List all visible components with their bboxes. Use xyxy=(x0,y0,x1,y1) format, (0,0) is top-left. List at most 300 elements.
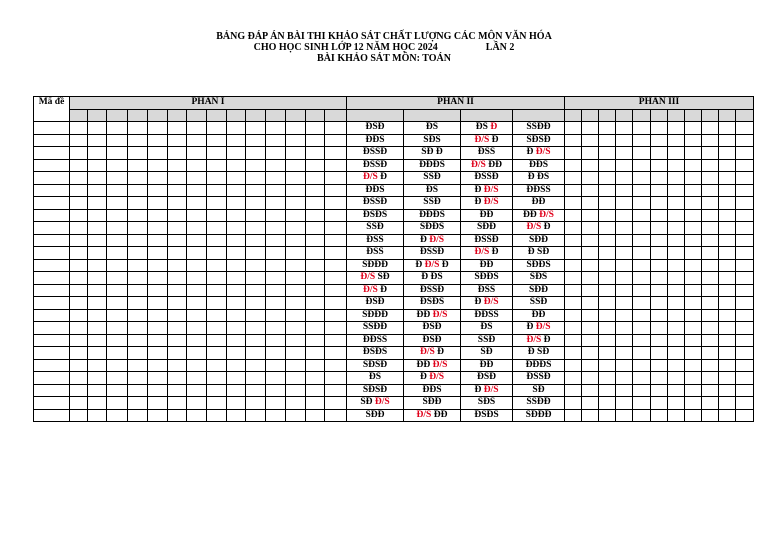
part-1-cell xyxy=(88,134,107,147)
part-3-cell xyxy=(633,147,651,160)
part-3-cell xyxy=(633,384,651,397)
part-3-cell xyxy=(565,197,582,210)
answer-text: SĐ Đ xyxy=(421,147,443,158)
part-2-answer xyxy=(461,134,513,147)
part-3-cell xyxy=(582,122,599,135)
part-1-cell xyxy=(227,334,246,347)
answer-text: ĐSĐ xyxy=(422,322,442,333)
document-header xyxy=(0,31,768,64)
part-2-answer xyxy=(461,297,513,310)
part-1-cell xyxy=(266,197,286,210)
part-1-cell xyxy=(286,259,306,272)
answer-text: ĐSSĐ xyxy=(362,197,388,208)
part-3-cell xyxy=(616,234,633,247)
part-1-cell xyxy=(107,397,128,410)
part-2-answer xyxy=(513,259,565,272)
answer-table xyxy=(33,96,754,422)
part-1-cell xyxy=(286,247,306,260)
part-2-answer xyxy=(461,334,513,347)
part-3-cell xyxy=(616,122,633,135)
answer-text: ĐĐS xyxy=(422,384,442,395)
part-2-answer xyxy=(347,384,404,397)
part-3-cell xyxy=(599,184,616,197)
part-1-cell xyxy=(227,272,246,285)
part-2-answer xyxy=(461,347,513,360)
part-1-cell xyxy=(207,272,227,285)
part-1-cell xyxy=(246,334,266,347)
table-header-row xyxy=(34,97,754,110)
part-1-cell xyxy=(227,259,246,272)
part-3-cell xyxy=(599,272,616,285)
part-3-cell xyxy=(651,159,668,172)
part-1-cell xyxy=(207,347,227,360)
table-row xyxy=(34,334,754,347)
part-3-cell xyxy=(685,284,702,297)
part-3-cell xyxy=(736,384,754,397)
part-2-answer xyxy=(461,397,513,410)
part-3-cell xyxy=(736,122,754,135)
part-3-cell xyxy=(719,409,736,422)
part-3-cell xyxy=(702,284,719,297)
part-2-answer xyxy=(461,222,513,235)
answer-text: ĐSĐ xyxy=(365,122,385,133)
part-1-cell xyxy=(107,222,128,235)
answer-text: SĐS xyxy=(529,272,548,283)
part-3-cell xyxy=(719,197,736,210)
answer-text: ĐĐ xyxy=(485,159,502,170)
part-1-cell xyxy=(168,347,187,360)
part-1-cell xyxy=(148,259,168,272)
part-3-cell xyxy=(633,197,651,210)
part-3-cell xyxy=(599,409,616,422)
part-1-cell xyxy=(266,234,286,247)
title-line-3: BÀI KHẢO SÁT MÔN: TOÁN xyxy=(317,53,451,64)
part-2-answer xyxy=(513,184,565,197)
part-1-cell xyxy=(306,247,325,260)
answer-text: ĐSĐS xyxy=(362,347,388,358)
part-1-cell xyxy=(325,284,347,297)
part-3-cell xyxy=(582,334,599,347)
part-1-cell xyxy=(325,159,347,172)
part-3-cell xyxy=(736,272,754,285)
part-1-cell xyxy=(107,197,128,210)
part-1-cell xyxy=(70,384,88,397)
subheader-cell xyxy=(702,109,719,122)
answer-text: Đ xyxy=(474,297,484,308)
part-1-cell xyxy=(227,309,246,322)
part-2-answer xyxy=(404,222,461,235)
part-2-answer xyxy=(404,409,461,422)
part-3-cell xyxy=(668,159,685,172)
part-1-cell xyxy=(128,297,148,310)
part-2-answer xyxy=(513,122,565,135)
ma-de-cell xyxy=(34,397,70,410)
part-1-cell xyxy=(325,384,347,397)
part-1-cell xyxy=(70,159,88,172)
part-2-answer xyxy=(461,234,513,247)
part-2-answer xyxy=(347,122,404,135)
part-1-cell xyxy=(207,134,227,147)
part-1-cell xyxy=(207,184,227,197)
subheader-cell xyxy=(461,109,513,122)
part-2-answer xyxy=(347,359,404,372)
part-1-cell xyxy=(107,209,128,222)
part-3-cell xyxy=(565,259,582,272)
answer-text: SSĐ xyxy=(477,334,496,345)
part-2-answer xyxy=(347,347,404,360)
answer-text: ĐĐ xyxy=(531,197,546,208)
subheader-cell xyxy=(685,109,702,122)
part-3-cell xyxy=(702,172,719,185)
ma-de-cell xyxy=(34,197,70,210)
part-1-cell xyxy=(286,222,306,235)
answer-text: Đ xyxy=(474,384,484,395)
part-3-cell xyxy=(719,309,736,322)
part-2-answer xyxy=(461,322,513,335)
part-3-cell xyxy=(599,297,616,310)
subheader-cell xyxy=(88,109,107,122)
part-3-cell xyxy=(616,134,633,147)
answer-text: ĐĐ xyxy=(531,309,546,320)
part-1-cell xyxy=(227,209,246,222)
part-3-cell xyxy=(651,347,668,360)
part-1-cell xyxy=(207,247,227,260)
part-1-cell xyxy=(286,134,306,147)
part-1-cell xyxy=(286,334,306,347)
part-1-cell xyxy=(187,247,207,260)
answer-text: SĐ xyxy=(360,397,375,408)
part-1-cell xyxy=(207,234,227,247)
part-1-cell xyxy=(187,347,207,360)
subheader-cell xyxy=(246,109,266,122)
part-1-cell xyxy=(227,197,246,210)
answer-text: ĐĐ xyxy=(479,259,494,270)
part-3-cell xyxy=(633,334,651,347)
part-2-answer xyxy=(404,197,461,210)
part-1-cell xyxy=(88,272,107,285)
part-1-cell xyxy=(286,284,306,297)
answer-text: Đ xyxy=(439,259,449,270)
answer-text: Đ xyxy=(541,334,551,345)
part-1-cell xyxy=(128,284,148,297)
part-3-cell xyxy=(599,122,616,135)
part-3-cell xyxy=(651,334,668,347)
part-2-answer xyxy=(461,172,513,185)
part-1-cell xyxy=(70,309,88,322)
part-1-cell xyxy=(148,159,168,172)
part-2-answer xyxy=(461,372,513,385)
answer-red-mark: Đ/S xyxy=(483,384,499,395)
part-3-cell xyxy=(702,297,719,310)
answer-text: SSĐ xyxy=(366,222,384,233)
part-3-cell xyxy=(736,284,754,297)
part-3-cell xyxy=(651,384,668,397)
part-1-cell xyxy=(286,234,306,247)
part-1-cell xyxy=(168,309,187,322)
part-1-cell xyxy=(246,347,266,360)
part-1-cell xyxy=(187,297,207,310)
part-1-cell xyxy=(107,322,128,335)
ma-de-cell xyxy=(34,209,70,222)
subheader-cell xyxy=(148,109,168,122)
part-1-cell xyxy=(325,297,347,310)
part-3-cell xyxy=(599,197,616,210)
part-1-cell xyxy=(286,122,306,135)
answer-text: Đ SĐ xyxy=(527,247,550,258)
part-1-cell xyxy=(325,234,347,247)
part-2-answer xyxy=(347,159,404,172)
answer-text: Đ xyxy=(474,184,484,195)
part-3-cell xyxy=(736,347,754,360)
part-3-cell xyxy=(599,397,616,410)
part-3-cell xyxy=(616,409,633,422)
answer-red-mark: Đ/S xyxy=(362,172,378,183)
answer-text: SĐ xyxy=(480,347,493,358)
part-1-cell xyxy=(70,284,88,297)
part-3-cell xyxy=(599,284,616,297)
part-1-cell xyxy=(148,347,168,360)
part-2-answer xyxy=(461,122,513,135)
table-row xyxy=(34,147,754,160)
part-2-answer xyxy=(347,134,404,147)
part-3-cell xyxy=(633,247,651,260)
part-3-cell xyxy=(685,134,702,147)
ma-de-cell xyxy=(34,222,70,235)
part-1-cell xyxy=(128,259,148,272)
subheader-cell xyxy=(187,109,207,122)
ma-de-cell xyxy=(34,384,70,397)
part-1-cell xyxy=(266,247,286,260)
part-3-cell xyxy=(599,222,616,235)
part-1-cell xyxy=(266,309,286,322)
part-3-cell xyxy=(668,284,685,297)
part-1-cell xyxy=(227,297,246,310)
part-3-cell xyxy=(719,122,736,135)
part-1-cell xyxy=(227,359,246,372)
table-row xyxy=(34,297,754,310)
part-3-cell xyxy=(633,222,651,235)
part-3-cell xyxy=(736,159,754,172)
answer-text: ĐSĐ xyxy=(422,334,442,345)
part-3-cell xyxy=(582,209,599,222)
answer-text: ĐSS xyxy=(366,247,384,258)
part-1-cell xyxy=(187,147,207,160)
answer-text: SSĐ xyxy=(423,172,441,183)
part-1-cell xyxy=(227,134,246,147)
part-3-cell xyxy=(651,172,668,185)
part-3-cell xyxy=(668,384,685,397)
part-3-cell xyxy=(599,209,616,222)
part-1-cell xyxy=(70,184,88,197)
answer-text: ĐS xyxy=(475,122,491,133)
part-3-cell xyxy=(565,322,582,335)
part-3-cell xyxy=(736,409,754,422)
part-3-cell xyxy=(582,309,599,322)
answer-text: SĐĐ xyxy=(365,409,385,420)
answer-red-mark: Đ/S xyxy=(360,272,376,283)
part-3-cell xyxy=(702,147,719,160)
subheader-cell xyxy=(70,109,88,122)
part-1-cell xyxy=(207,209,227,222)
part-3-cell xyxy=(685,297,702,310)
part-2-answer xyxy=(461,409,513,422)
part-3-cell xyxy=(668,184,685,197)
answer-red-mark: Đ/S xyxy=(416,409,432,420)
part-1-cell xyxy=(306,347,325,360)
answer-red-mark: Đ/S xyxy=(526,334,542,345)
part-3-cell xyxy=(633,134,651,147)
part-3-cell xyxy=(599,159,616,172)
table-row xyxy=(34,134,754,147)
part-3-cell xyxy=(702,184,719,197)
table-row xyxy=(34,259,754,272)
answer-text: SĐĐ xyxy=(528,284,548,295)
part-1-cell xyxy=(306,259,325,272)
part-3-cell xyxy=(616,209,633,222)
part-1-cell xyxy=(148,359,168,372)
answer-text: SSĐ xyxy=(423,197,441,208)
part-1-cell xyxy=(207,197,227,210)
part-3-cell xyxy=(616,334,633,347)
answer-text: SĐĐS xyxy=(526,259,551,270)
answer-red-mark: Đ/S xyxy=(474,134,490,145)
part-2-answer xyxy=(461,197,513,210)
part-1-cell xyxy=(70,209,88,222)
part-3-cell xyxy=(616,222,633,235)
part-2-answer xyxy=(404,172,461,185)
part-1-cell xyxy=(187,172,207,185)
part-3-cell xyxy=(736,247,754,260)
part-1-cell xyxy=(266,159,286,172)
part-2-answer xyxy=(513,409,565,422)
part-3-cell xyxy=(582,272,599,285)
part-1-cell xyxy=(227,122,246,135)
part-1-cell xyxy=(306,209,325,222)
part-3-cell xyxy=(651,322,668,335)
subheader-cell xyxy=(266,109,286,122)
part-1-cell xyxy=(325,122,347,135)
part-1-cell xyxy=(148,309,168,322)
part-2-answer xyxy=(347,147,404,160)
part-1-cell xyxy=(88,147,107,160)
answer-text: Đ xyxy=(489,247,499,258)
part-1-cell xyxy=(168,209,187,222)
part-1-cell xyxy=(128,197,148,210)
part-3-cell xyxy=(565,372,582,385)
part-3-cell xyxy=(633,359,651,372)
part-3-cell xyxy=(685,247,702,260)
answer-text: SĐĐĐ xyxy=(525,409,552,420)
part-1-cell xyxy=(207,159,227,172)
part-1-cell xyxy=(306,372,325,385)
answer-text: Đ SĐ xyxy=(527,347,550,358)
part-3-cell xyxy=(633,322,651,335)
part-3-cell xyxy=(719,397,736,410)
part-1-cell xyxy=(187,322,207,335)
part-3-cell xyxy=(736,297,754,310)
ma-de-header: Mã đề xyxy=(34,97,70,122)
part-1-cell xyxy=(286,359,306,372)
part-3-cell xyxy=(565,384,582,397)
part-1-cell xyxy=(306,222,325,235)
part-1-cell xyxy=(246,184,266,197)
part-3-cell xyxy=(582,184,599,197)
answer-text: SĐS xyxy=(423,134,441,145)
part-1-cell xyxy=(128,309,148,322)
part-3-cell xyxy=(685,272,702,285)
part-2-answer xyxy=(404,147,461,160)
ma-de-cell xyxy=(34,409,70,422)
answer-text: SSĐĐ xyxy=(526,122,551,133)
part-1-cell xyxy=(266,297,286,310)
part-3-cell xyxy=(599,372,616,385)
part-1-cell xyxy=(187,259,207,272)
part-3-cell xyxy=(599,234,616,247)
part-1-cell xyxy=(148,197,168,210)
part-3-cell xyxy=(565,409,582,422)
part-1-cell xyxy=(168,384,187,397)
part-1-cell xyxy=(207,172,227,185)
part-1-cell xyxy=(148,372,168,385)
part-2-answer xyxy=(404,372,461,385)
table-row xyxy=(34,172,754,185)
part-2-answer xyxy=(404,209,461,222)
part-3-cell xyxy=(582,234,599,247)
part-2-answer xyxy=(404,247,461,260)
part-1-cell xyxy=(128,234,148,247)
part-1-cell xyxy=(246,234,266,247)
part-3-cell xyxy=(668,359,685,372)
answer-text: SSĐ xyxy=(529,297,548,308)
answer-red-mark: Đ/S xyxy=(432,359,448,370)
part-1-cell xyxy=(148,397,168,410)
answer-text: Đ ĐS xyxy=(527,172,550,183)
subheader-cell xyxy=(719,109,736,122)
part-3-cell xyxy=(565,234,582,247)
part-3-cell xyxy=(565,159,582,172)
part-1-cell xyxy=(227,384,246,397)
part-2-answer xyxy=(404,384,461,397)
part-1-cell xyxy=(107,297,128,310)
part-2-answer xyxy=(347,234,404,247)
answer-text: Đ xyxy=(419,372,430,383)
part-1-cell xyxy=(286,309,306,322)
part-1-cell xyxy=(286,209,306,222)
answer-red-mark: Đ/S xyxy=(483,297,499,308)
part-2-answer xyxy=(404,322,461,335)
answer-text: SĐĐĐ xyxy=(362,259,388,270)
part-3-cell xyxy=(685,384,702,397)
part-1-cell xyxy=(325,197,347,210)
part-3-cell xyxy=(651,247,668,260)
part-1-cell xyxy=(227,234,246,247)
part-1-cell xyxy=(306,272,325,285)
part-1-cell xyxy=(148,297,168,310)
part-1-cell xyxy=(88,172,107,185)
part-1-cell xyxy=(107,272,128,285)
answer-red-mark: Đ xyxy=(490,122,498,133)
answer-text: ĐĐ xyxy=(416,309,433,320)
part-1-cell xyxy=(227,372,246,385)
part-3-cell xyxy=(633,209,651,222)
table-row xyxy=(34,184,754,197)
part-1-cell xyxy=(148,209,168,222)
answer-text: ĐSSĐ xyxy=(362,147,388,158)
part-1-cell xyxy=(168,409,187,422)
part-3-cell xyxy=(719,297,736,310)
part-3-cell xyxy=(702,322,719,335)
ma-de-cell xyxy=(34,234,70,247)
